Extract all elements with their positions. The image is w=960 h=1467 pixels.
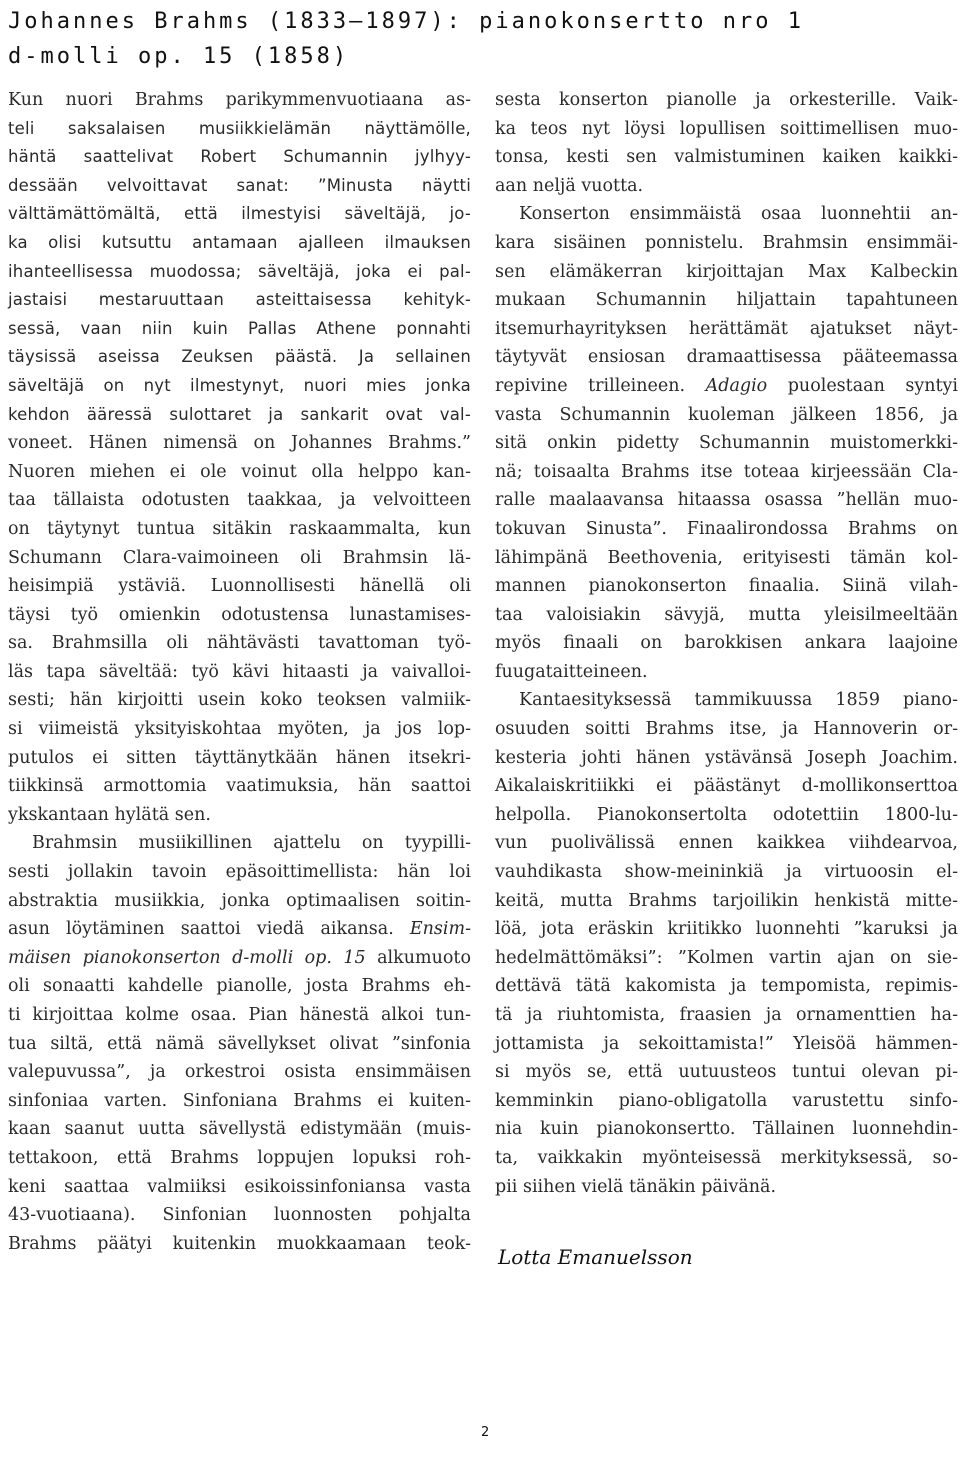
text-line: vauhdikasta show-meininkiä ja virtuoosin el- bbox=[495, 862, 958, 883]
text-line: kemminkin piano-obligatolla varustettu sinfo- bbox=[495, 1090, 958, 1111]
text-line: mannen pianokonserton finaalia. Siinä vilah- bbox=[495, 576, 958, 597]
text-line: tonsa, kesti sen valmistuminen kaiken kaikki- bbox=[495, 147, 958, 168]
text-line: Kun nuori Brahms parikymmenvuotiaana as- bbox=[8, 90, 471, 110]
text-line: tokuvan Sinusta”. Finaalirondossa Brahms on bbox=[495, 518, 958, 539]
text-line bbox=[8, 944, 471, 973]
work-title-italic: Ensim- bbox=[409, 919, 471, 940]
text-line: ti kirjoittaa kolme osaa. Pian hänestä alkoi tun- bbox=[8, 1005, 471, 1025]
text-line: sesta konserton pianolle ja orkesterille. Vaik- bbox=[495, 90, 958, 110]
text-line: taa valoisiakin sävyjä, mutta yleisilmeeltään bbox=[495, 604, 958, 625]
text-line: sitä onkin pidetty Schumannin muistomerkki- bbox=[495, 433, 958, 454]
text-line: itsemurhayrityksen herättämät ajatukset näyt- bbox=[495, 318, 958, 339]
text-line: säveltäjä on nyt ilmestynyt, nuori mies jonka bbox=[8, 375, 471, 395]
author-signature: Lotta Emanuelsson bbox=[498, 1245, 693, 1269]
text-line: abstraktia musiikkia, jonka optimaalisen soitin- bbox=[8, 890, 471, 911]
title-line-1: Johannes Brahms (1833–1897): pianokonsertto nro 1 bbox=[8, 9, 805, 34]
text-line: fuugataitteineen. bbox=[495, 661, 648, 682]
text-line bbox=[8, 915, 471, 944]
text-line: täysi työ omienkin odotustensa lunastamises- bbox=[8, 604, 471, 625]
text-line: löä, jota eräskin kriitikko luonnehti ”karuksi ja bbox=[495, 919, 958, 940]
text-line: nä; toisaalta Brahms itse toteaa kirjeessään Cla- bbox=[495, 461, 958, 482]
text-line: sinfoniaa varten. Sinfoniana Brahms ei kuiten- bbox=[8, 1090, 471, 1111]
text-line: teli saksalaisen musiikkielämän näyttämölle, bbox=[8, 118, 471, 138]
text-line: Schumann Clara-vaimoineen oli Brahmsin lä- bbox=[8, 547, 471, 568]
text-line: kesteria johti hänen ystävänsä Joseph Joachim. bbox=[495, 747, 958, 768]
text-line: nia kuin pianokonsertto. Tällainen luonnehdin- bbox=[495, 1119, 958, 1140]
page-title bbox=[8, 4, 953, 74]
text-line: lähimpänä Beethovenia, erityisesti tämän kol- bbox=[495, 547, 958, 568]
text-line: kaan saanut uutta sävellystä edistymään (muis- bbox=[8, 1119, 471, 1140]
text-line: heisimpiä ystäviä. Luonnollisesti hänellä oli bbox=[8, 576, 471, 597]
text-line: ykskantaan hylätä sen. bbox=[8, 804, 211, 825]
work-title-italic: mäisen pianokonserton d-molli op. 15 bbox=[8, 947, 366, 968]
text-line: ralle maalaavansa hitaassa osassa ”hellän muo- bbox=[495, 490, 958, 511]
text-line: valepuvussa”, ja orkestroi osista ensimmäisen bbox=[8, 1062, 471, 1083]
text-line: sesti jollakin tavoin epäsoittimellista: hän loi bbox=[8, 862, 471, 883]
text-line: ta, vaikkakin myönteisessä merkityksessä, so- bbox=[495, 1147, 958, 1168]
text-line: vun puolivälissä ennen kaikkea viihdearvoa, bbox=[495, 833, 958, 854]
text-line: kehdon ääressä sulottaret ja sankarit ovat val- bbox=[8, 404, 471, 424]
text-line: pii siihen vielä tänäkin päivänä. bbox=[495, 1176, 777, 1197]
text-fragment: puolestaan syntyi bbox=[767, 375, 958, 396]
text-line: aan neljä vuotta. bbox=[495, 175, 644, 196]
text-line: vasta Schumannin kuoleman jälkeen 1856, ja bbox=[495, 404, 958, 425]
text-line: jottamista ja sekoittamista!” Yleisöä hämmen- bbox=[495, 1033, 958, 1054]
text-line: Nuoren miehen ei ole voinut olla helppo kan- bbox=[8, 461, 471, 482]
text-line: tettakoon, että Brahms loppujen lopuksi roh- bbox=[8, 1147, 471, 1168]
text-line: läs tapa säveltää: työ kävi hitaasti ja vaivalloi- bbox=[8, 661, 471, 682]
text-line: välttämättömältä, että ilmestyisi säveltäjä, jo- bbox=[8, 204, 471, 224]
text-fragment: asun löytäminen saattoi viedä aikansa. bbox=[8, 919, 410, 940]
text-line: tiikkinsä armottomia vaatimuksia, hän saattoi bbox=[8, 776, 471, 797]
text-line: Konserton ensimmäistä osaa luonnehtii an- bbox=[519, 204, 958, 225]
page-number: 2 bbox=[481, 1425, 490, 1440]
text-line: sesti; hän kirjoitti usein koko teoksen valmiik- bbox=[8, 690, 471, 711]
text-line: täytyvät ensiosan dramaattisessa pääteemassa bbox=[495, 347, 958, 368]
text-line: hedelmättömäksi”: ”Kolmen vartin ajan on sie- bbox=[495, 947, 958, 968]
text-line: sa. Brahmsilla oli nähtävästi tavattoman työ- bbox=[8, 633, 471, 654]
text-line: voneet. Hänen nimensä on Johannes Brahms.” bbox=[8, 433, 471, 454]
text-line: ihanteellisessa muodossa; säveltäjä, joka ei pal- bbox=[8, 261, 471, 281]
text-line bbox=[495, 372, 958, 401]
text-line: jastaisi mestaruuttaan asteittaisessa kehityk- bbox=[8, 290, 471, 310]
text-line: sen elämäkerran kirjoittajan Max Kalbeckin bbox=[495, 261, 958, 282]
text-line: kara sisäinen ponnistelu. Brahmsin ensimmäi- bbox=[495, 232, 958, 253]
text-line: dettävä tätä kakomista ja tempomista, repimis- bbox=[495, 976, 958, 997]
text-line: tua siltä, että nämä sävellykset olivat ”sinfonia bbox=[8, 1033, 471, 1054]
text-line: keni saattaa valmiiksi esikoissinfoniansa vasta bbox=[8, 1176, 471, 1197]
movement-title-italic: Adagio bbox=[705, 375, 768, 396]
text-line: Brahmsin musiikillinen ajattelu on tyypilli- bbox=[32, 833, 471, 854]
text-line: keitä, mutta Brahms tarjoilikin henkistä mitte- bbox=[495, 890, 958, 911]
left-column bbox=[8, 86, 471, 1258]
text-line: on täytynyt tuntua sitäkin raskaammalta, kun bbox=[8, 518, 471, 539]
right-column bbox=[495, 86, 958, 1201]
text-line: ka olisi kutsuttu antamaan ajalleen ilmauksen bbox=[8, 232, 471, 252]
text-line: si viimeistä yksityiskohtaa myöten, ja jos lop- bbox=[8, 719, 471, 740]
text-fragment: repivine trilleineen. bbox=[495, 375, 706, 396]
text-line: täysissä aseissa Zeuksen päästä. Ja sellainen bbox=[8, 347, 471, 367]
text-line: ka teos nyt löysi lopullisen soittimellisen muo- bbox=[495, 118, 958, 139]
text-line: oli sonaatti kahdelle pianolle, josta Brahms eh- bbox=[8, 976, 471, 997]
text-line: putulos ei sitten täyttänytkään hänen itsekri- bbox=[8, 747, 471, 768]
text-line: sessä, vaan niin kuin Pallas Athene ponnahti bbox=[8, 318, 471, 338]
text-line: taa tällaista odotusten taakkaa, ja velvoitteen bbox=[8, 490, 471, 511]
title-line-2: d-molli op. 15 (1858) bbox=[8, 44, 350, 69]
text-line: myös finaali on barokkisen ankara laajoine bbox=[495, 633, 958, 654]
text-line: Brahms päätyi kuitenkin muokkaamaan teok- bbox=[8, 1233, 471, 1254]
text-line: tä ja riuhtomista, fraasien ja ornamenttien ha- bbox=[495, 1005, 958, 1025]
text-line: osuuden soitti Brahms itse, ja Hannoverin or- bbox=[495, 719, 958, 740]
text-line: Aikalaiskritiikki ei päästänyt d-mollikonserttoa bbox=[495, 776, 958, 797]
text-line: si myös se, että uutuusteos tuntui olevan pi- bbox=[495, 1062, 958, 1083]
text-line: häntä saattelivat Robert Schumannin jylhyy- bbox=[8, 147, 471, 167]
text-fragment: alkumuoto bbox=[365, 947, 471, 968]
text-line: Kantaesityksessä tammikuussa 1859 piano- bbox=[519, 690, 958, 711]
text-line: mukaan Schumannin hiljattain tapahtuneen bbox=[495, 290, 958, 311]
text-line: dessään velvoittavat sanat: ”Minusta näytti bbox=[8, 175, 471, 195]
text-line: helpolla. Pianokonsertolta odotettiin 1800-lu- bbox=[495, 804, 958, 825]
text-line: 43-vuotiaana). Sinfonian luonnosten pohjalta bbox=[8, 1205, 471, 1226]
